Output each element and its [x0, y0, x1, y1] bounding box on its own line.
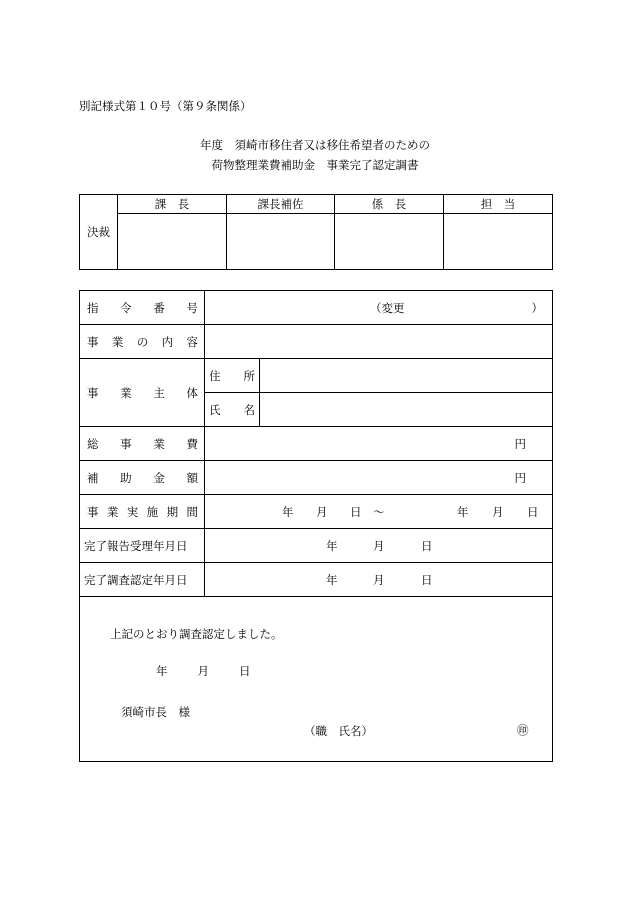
report-day: 日	[421, 538, 433, 553]
subsidy-value[interactable]	[205, 461, 553, 495]
report-year: 年	[326, 538, 338, 553]
period-value[interactable]	[205, 495, 553, 529]
approval-label: 決裁	[80, 195, 118, 270]
approval-table	[79, 194, 553, 270]
order-change-prefix: （変更	[370, 300, 405, 315]
inspection-day: 日	[421, 572, 433, 587]
order-number-chars: 指 令 番 号	[87, 300, 198, 315]
form-number: 別記様式第１０号（第９条関係）	[79, 99, 252, 113]
approval-stamp-cell[interactable]	[444, 214, 553, 270]
approval-stamp-cell[interactable]	[335, 214, 444, 270]
approval-header-section-chief: 課 長	[118, 195, 227, 214]
period-end-month: 月	[492, 504, 504, 519]
address-value[interactable]	[260, 359, 553, 393]
yen-unit: 円	[514, 436, 526, 451]
total-cost-value[interactable]	[205, 427, 553, 461]
addressee: 須崎市長 様	[121, 705, 190, 719]
period-start-day: 日	[350, 504, 362, 519]
inspection-date-value[interactable]	[205, 563, 553, 597]
inspection-date-label: 完了調査認定年月日	[80, 563, 205, 597]
certification-date: 年 月 日	[156, 664, 251, 678]
certification-statement: 上記のとおり調査認定しました。	[110, 627, 283, 641]
seal-icon: ㊞	[517, 723, 529, 737]
total-cost-label: 総 事 業 費	[80, 427, 205, 461]
certification-block	[80, 597, 553, 762]
period-start-month: 月	[316, 504, 328, 519]
document-title-line1: 年度 須崎市移住者又は移住希望者のための	[200, 138, 430, 152]
signature-label[interactable]: （職 氏名）	[304, 724, 373, 738]
order-number-value[interactable]	[205, 291, 553, 325]
entity-label: 事 業 主 体	[80, 359, 205, 427]
subsidy-label: 補 助 金 額	[80, 461, 205, 495]
content-label: 事 業 の 内 容	[80, 325, 205, 359]
name-label: 氏 名	[205, 393, 260, 427]
approval-stamp-cell[interactable]	[227, 214, 335, 270]
yen-unit: 円	[514, 470, 526, 485]
report-date-label: 完了報告受理年月日	[80, 529, 205, 563]
order-number-label	[80, 291, 205, 325]
report-date-value[interactable]	[205, 529, 553, 563]
content-value[interactable]	[205, 325, 553, 359]
period-start-year: 年	[282, 504, 294, 519]
approval-header-staff: 担 当	[444, 195, 553, 214]
address-label: 住 所	[205, 359, 260, 393]
order-change-suffix: ）	[531, 300, 543, 315]
period-end-year: 年	[457, 504, 469, 519]
approval-header-deputy-chief: 課長補佐	[227, 195, 335, 214]
inspection-year: 年	[326, 572, 338, 587]
period-end-day: 日	[527, 504, 539, 519]
report-month: 月	[373, 538, 385, 553]
approval-header-subsection-chief: 係 長	[335, 195, 444, 214]
approval-stamp-cell[interactable]	[118, 214, 227, 270]
document-title-line2: 荷物整理業費補助金 事業完了認定調書	[211, 158, 419, 172]
main-form-table	[79, 290, 553, 762]
period-label: 事 業 実 施 期 間	[80, 495, 205, 529]
name-value[interactable]	[260, 393, 553, 427]
inspection-month: 月	[373, 572, 385, 587]
period-tilde: ～	[373, 504, 385, 519]
